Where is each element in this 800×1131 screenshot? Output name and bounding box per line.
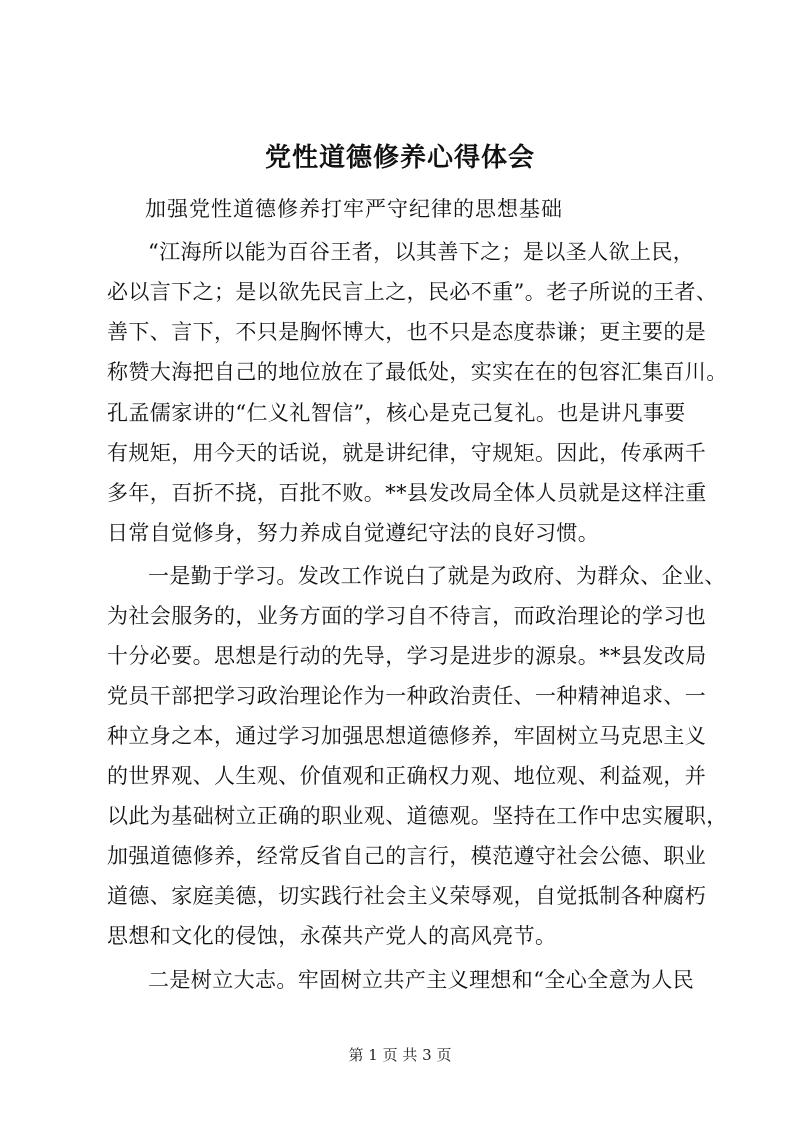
paragraph-line: 必以言下之；是以欲先民言上之，民必不重”。老子所说的王者、 <box>107 280 718 304</box>
document-title: 党性道德修养心得体会 <box>264 143 535 173</box>
document-subtitle: 加强党性道德修养打牢严守纪律的思想基础 <box>145 197 563 221</box>
paragraph-line: 一是勤于学习。发改工作说白了就是为政府、为群众、企业、 <box>148 564 726 588</box>
paragraph-line: 称赞大海把自己的地位放在了最低处，实实在在的包容汇集百川。 <box>107 360 728 384</box>
paragraph-line: 多年，百折不挠，百批不败。**县发改局全体人员就是这样注重 <box>107 481 707 505</box>
paragraph-line: 孔孟儒家讲的“仁义礼智信”，核心是克己复礼。也是讲凡事要 <box>107 401 686 425</box>
paragraph-line: 种立身之本，通过学习加强思想道德修养，牢固树立马克思主义 <box>107 724 707 748</box>
page-number: 第 1 页 共 3 页 <box>348 1046 452 1064</box>
paragraph-line: 为社会服务的，业务方面的学习自不待言，而政治理论的学习也 <box>107 604 707 628</box>
paragraph-line: 思想和文化的侵蚀，永葆共产党人的高风亮节。 <box>107 924 557 948</box>
paragraph-line: 的世界观、人生观、价值观和正确权力观、地位观、利益观，并 <box>107 764 707 788</box>
paragraph-line: 有规矩，用今天的话说，就是讲纪律，守规矩。因此，传承两千 <box>107 441 707 465</box>
paragraph-line: 以此为基础树立正确的职业观、道德观。坚持在工作中忠实履职， <box>107 804 728 828</box>
paragraph-line: 道德、家庭美德，切实践行社会主义荣辱观，自觉抵制各种腐朽 <box>107 884 707 908</box>
paragraph-line: 党员干部把学习政治理论作为一种政治责任、一种精神追求、一 <box>107 684 707 708</box>
paragraph-line: “江海所以能为百谷王者，以其善下之；是以圣人欲上民， <box>148 240 695 264</box>
paragraph-line: 日常自觉修身，努力养成自觉遵纪守法的良好习惯。 <box>107 521 600 545</box>
paragraph-line: 二是树立大志。牢固树立共产主义理想和“全心全意为人民 <box>148 968 695 992</box>
paragraph-line: 善下、言下，不只是胸怀博大，也不只是态度恭谦；更主要的是 <box>107 320 707 344</box>
paragraph-line: 十分必要。思想是行动的先导，学习是进步的源泉。**县发改局 <box>107 644 707 668</box>
paragraph-line: 加强道德修养，经常反省自己的言行，模范遵守社会公德、职业 <box>107 844 707 868</box>
